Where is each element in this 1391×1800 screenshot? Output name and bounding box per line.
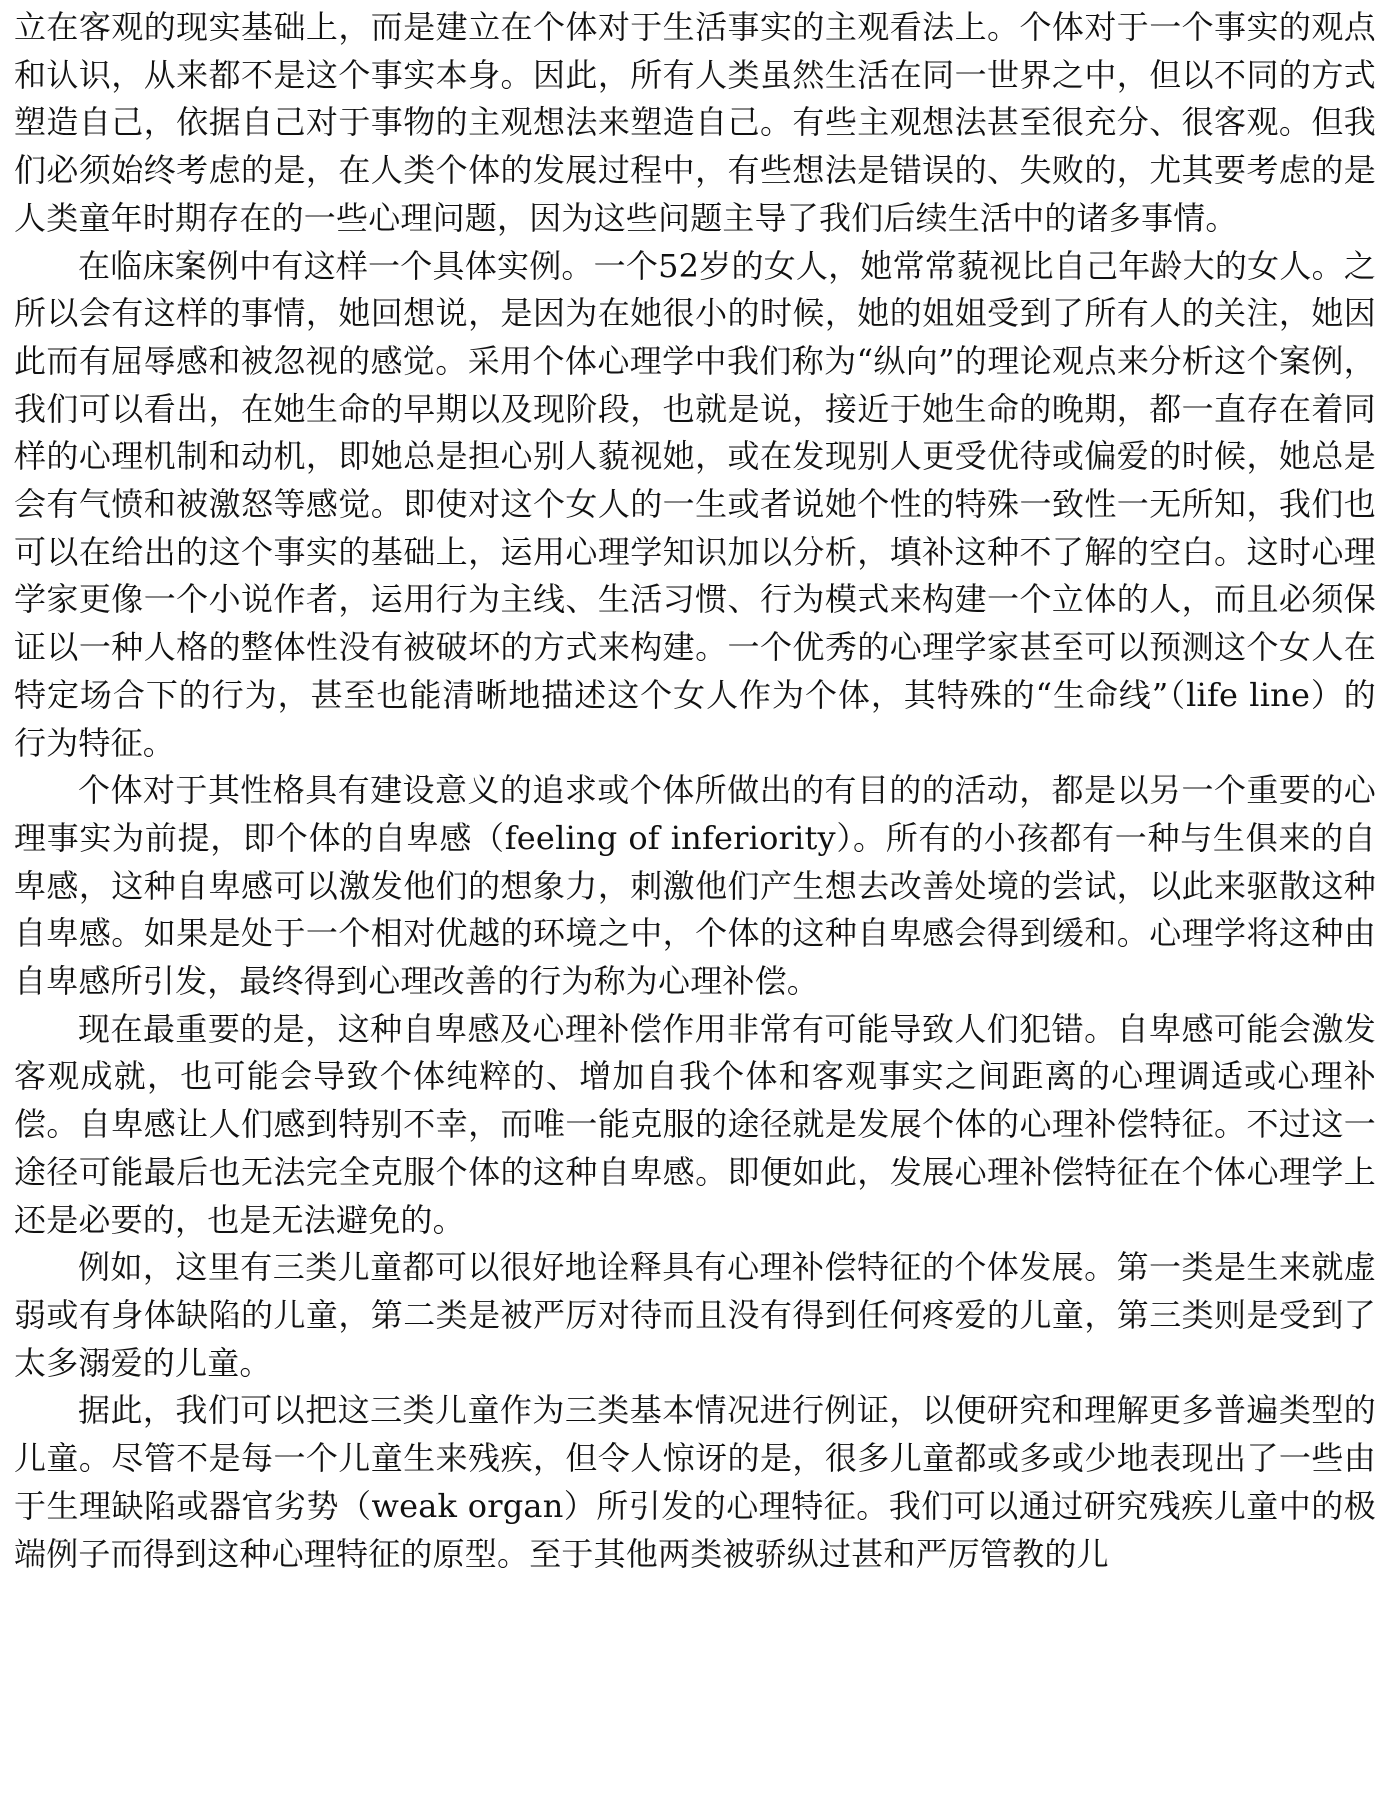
paragraph-5: 例如，这里有三类儿童都可以很好地诠释具有心理补偿特征的个体发展。第一类是生来就虚弱或有身体缺陷的儿童，第二类是被严厉对待而且没有得到任何疼爱的儿童，第三类则是受到了太多溺爱的儿童。 bbox=[14, 1248, 1376, 1382]
document-page bbox=[14, 4, 1376, 1578]
paragraph-3: 个体对于其性格具有建设意义的追求或个体所做出的有目的的活动，都是以另一个重要的心理事实为前提，即个体的自卑感（feeling of inferiority）。所有的小孩都有一种与生俱来的自卑感，这种自卑感可以激发他们的想象力，刺激他们产生想去改善处境的尝试，以此来驱散这种自卑感。如果是处于一个相对优越的环境之中，个体的这种自卑感会得到缓和。心理学将这种由自卑感所引发，最终得到心理改善的行为称为心理补偿。 bbox=[14, 771, 1376, 1001]
paragraph-6: 据此，我们可以把这三类儿童作为三类基本情况进行例证，以便研究和理解更多普遍类型的儿童。尽管不是每一个儿童生来残疾，但令人惊讶的是，很多儿童都或多或少地表现出了一些由于生理缺陷或器官劣势（weak organ）所引发的心理特征。我们可以通过研究残疾儿童中的极端例子而得到这种心理特征的原型。至于其他两类被骄纵过甚和严厉管教的儿 bbox=[14, 1391, 1376, 1573]
paragraph-4: 现在最重要的是，这种自卑感及心理补偿作用非常有可能导致人们犯错。自卑感可能会激发客观成就，也可能会导致个体纯粹的、增加自我个体和客观事实之间距离的心理调适或心理补偿。自卑感让人们感到特别不幸，而唯一能克服的途径就是发展个体的心理补偿特征。不过这一途径可能最后也无法完全克服个体的这种自卑感。即便如此，发展心理补偿特征在个体心理学上还是必要的，也是无法避免的。 bbox=[14, 1009, 1376, 1239]
paragraph-1: 立在客观的现实基础上，而是建立在个体对于生活事实的主观看法上。个体对于一个事实的观点和认识，从来都不是这个事实本身。因此，所有人类虽然生活在同一世界之中，但以不同的方式塑造自己，依据自己对于事物的主观想法来塑造自己。有些主观想法甚至很充分、很客观。但我们必须始终考虑的是，在人类个体的发展过程中，有些想法是错误的、失败的，尤其要考虑的是人类童年时期存在的一些心理问题，因为这些问题主导了我们后续生活中的诸多事情。 bbox=[14, 8, 1376, 237]
paragraph-2: 在临床案例中有这样一个具体实例。一个52岁的女人，她常常藐视比自己年龄大的女人。之所以会有这样的事情，她回想说，是因为在她很小的时候，她的姐姐受到了所有人的关注，她因此而有屈辱感和被忽视的感觉。采用个体心理学中我们称为“纵向”的理论观点来分析这个案例，我们可以看出，在她生命的早期以及现阶段，也就是说，接近于她生命的晚期，都一直存在着同样的心理机制和动机，即她总是担心别人藐视她，或在发现别人更受优待或偏爱的时候，她总是会有气愤和被激怒等感觉。即使对这个女人的一生或者说她个性的特殊一致性一无所知，我们也可以在给出的这个事实的基础上，运用心理学知识加以分析，填补这种不了解的空白。这时心理学家更像一个小说作者，运用行为主线、生活习惯、行为模式来构建一个立体的人，而且必须保证以一种人格的整体性没有被破坏的方式来构建。一个优秀的心理学家甚至可以预测这个女人在特定场合下的行为，甚至也能清晰地描述这个女人作为个体，其特殊的“生命线”（life line）的行为特征。 bbox=[14, 246, 1376, 762]
